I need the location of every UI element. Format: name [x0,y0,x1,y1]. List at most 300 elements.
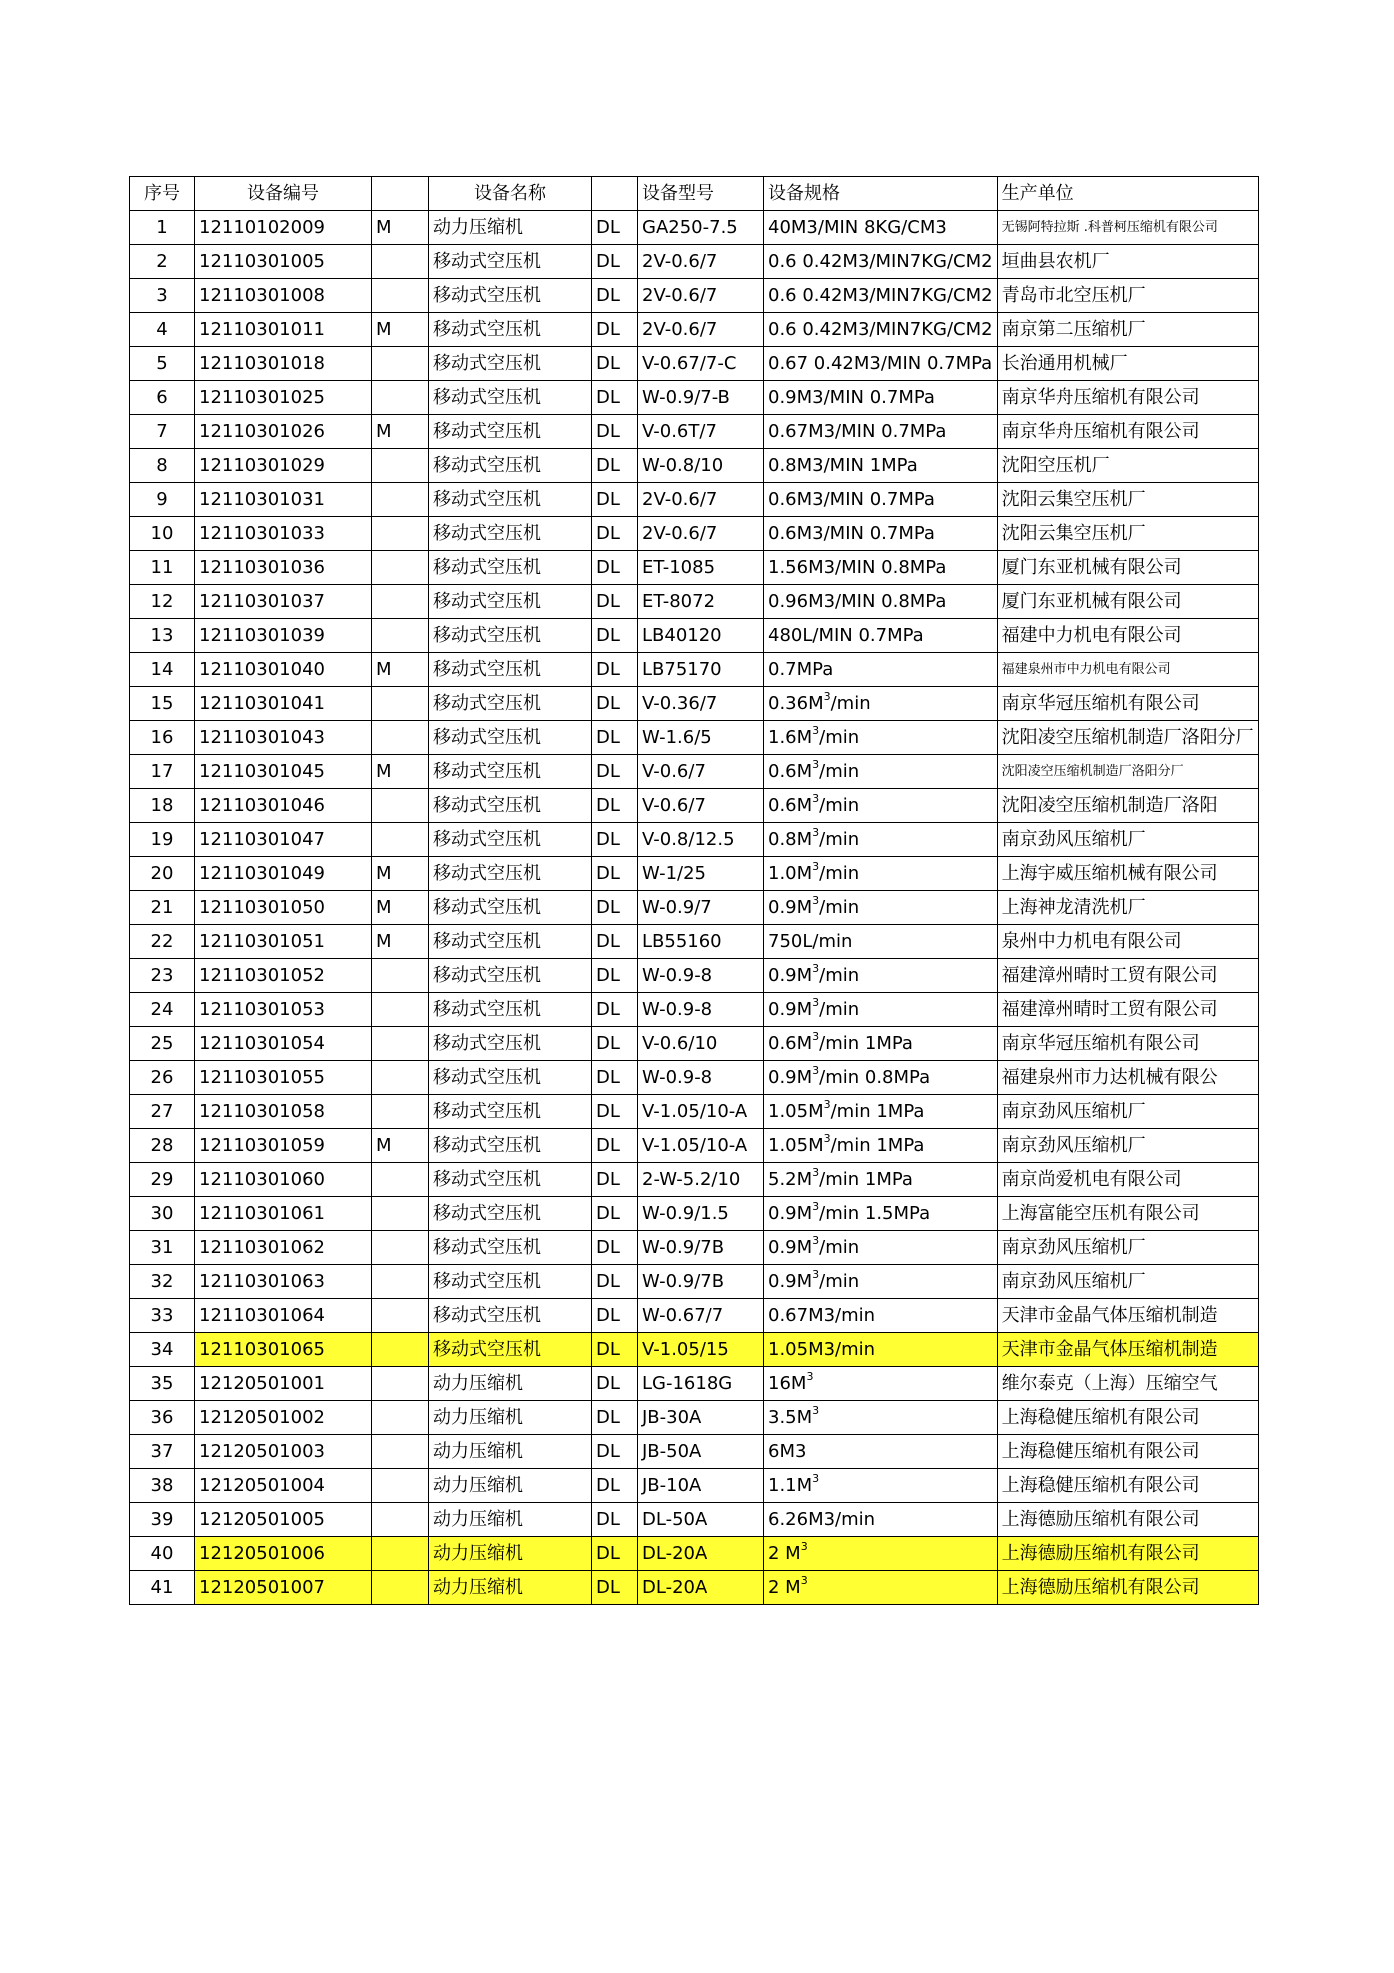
table-row [130,653,1259,687]
cell-spec: 0.6M3/MIN 0.7MPa [764,517,998,551]
spec-unit: /min 1MPa [830,1135,925,1156]
cell-code: 12110301060 [195,1163,372,1197]
cell-dl: DL [592,449,638,483]
cell-maker: 南京第二压缩机厂 [997,313,1258,347]
cell-name: 移动式空压机 [429,381,592,415]
table-row [130,1163,1259,1197]
spec-unit: /min [819,829,860,850]
cell-flag [372,1367,429,1401]
cell-name: 移动式空压机 [429,1197,592,1231]
cell-spec [764,1537,998,1571]
cell-maker: 沈阳云集空压机厂 [997,517,1258,551]
cell-model: V-0.6/7 [638,755,764,789]
cell-model: 2V-0.6/7 [638,313,764,347]
cell-code: 12110301064 [195,1299,372,1333]
cell-code: 12110102009 [195,211,372,245]
equipment-table [129,176,1259,1605]
cell-spec: 0.67M3/min [764,1299,998,1333]
cell-no: 18 [130,789,195,823]
cell-spec [764,857,998,891]
cell-flag [372,619,429,653]
cell-code: 12110301063 [195,1265,372,1299]
cell-no: 36 [130,1401,195,1435]
cell-model: W-0.9/1.5 [638,1197,764,1231]
cell-maker: 天津市金晶气体压缩机制造 [997,1299,1258,1333]
cell-spec [764,1469,998,1503]
cell-flag [372,1231,429,1265]
cell-maker: 沈阳凌空压缩机制造厂洛阳分厂 [997,755,1258,789]
table-row [130,1265,1259,1299]
cell-maker: 青岛市北空压机厂 [997,279,1258,313]
cell-model: 2-W-5.2/10 [638,1163,764,1197]
cell-dl: DL [592,1027,638,1061]
cell-no: 19 [130,823,195,857]
cell-code: 12110301005 [195,245,372,279]
cell-no: 12 [130,585,195,619]
spec-exponent: 3 [812,1166,820,1179]
cell-code: 12110301039 [195,619,372,653]
cell-spec: 0.67 0.42M3/MIN 0.7MPa [764,347,998,381]
cell-no: 16 [130,721,195,755]
spec-unit: /min [819,727,860,748]
cell-model: V-0.8/12.5 [638,823,764,857]
cell-model: W-0.9-8 [638,959,764,993]
spec-exponent: 3 [812,1030,820,1043]
spec-unit: /min 0.8MPa [819,1067,931,1088]
cell-model: V-0.6T/7 [638,415,764,449]
spec-value: 0.9M [768,897,813,918]
spec-exponent: 3 [812,996,820,1009]
cell-maker: 南京劲风压缩机厂 [997,1095,1258,1129]
cell-spec: 1.56M3/MIN 0.8MPa [764,551,998,585]
cell-dl: DL [592,1537,638,1571]
cell-model: W-0.67/7 [638,1299,764,1333]
cell-spec [764,823,998,857]
cell-flag [372,993,429,1027]
cell-maker: 南京劲风压缩机厂 [997,823,1258,857]
spec-exponent: 3 [823,690,831,703]
spec-exponent: 3 [812,1472,820,1485]
cell-dl: DL [592,857,638,891]
cell-name: 动力压缩机 [429,1571,592,1605]
cell-model: DL-20A [638,1537,764,1571]
spec-value: 3.5M [768,1407,813,1428]
cell-no: 40 [130,1537,195,1571]
cell-no: 22 [130,925,195,959]
cell-no: 25 [130,1027,195,1061]
spec-exponent: 3 [812,894,820,907]
table-row [130,313,1259,347]
table-row [130,1061,1259,1095]
spec-value: 0.9M [768,1067,813,1088]
cell-no: 21 [130,891,195,925]
cell-maker: 沈阳凌空压缩机制造厂洛阳 [997,789,1258,823]
cell-model: DL-50A [638,1503,764,1537]
cell-dl: DL [592,653,638,687]
cell-no: 2 [130,245,195,279]
cell-spec: 6.26M3/min [764,1503,998,1537]
spec-exponent: 3 [800,1574,808,1587]
cell-code: 12110301062 [195,1231,372,1265]
cell-flag [372,585,429,619]
table-row [130,789,1259,823]
cell-name: 移动式空压机 [429,1027,592,1061]
cell-dl: DL [592,1469,638,1503]
spec-unit: /min [819,897,860,918]
cell-name: 移动式空压机 [429,1163,592,1197]
cell-spec: 0.8M3/MIN 1MPa [764,449,998,483]
cell-dl: DL [592,347,638,381]
cell-name: 移动式空压机 [429,347,592,381]
spec-unit: /min [819,1271,860,1292]
cell-dl: DL [592,279,638,313]
spec-value: 1.05M [768,1135,824,1156]
cell-spec [764,1163,998,1197]
cell-spec: 0.96M3/MIN 0.8MPa [764,585,998,619]
cell-flag [372,721,429,755]
cell-maker: 厦门东亚机械有限公司 [997,551,1258,585]
cell-dl: DL [592,721,638,755]
cell-code: 12120501002 [195,1401,372,1435]
cell-spec [764,1265,998,1299]
cell-flag [372,279,429,313]
cell-model: LB55160 [638,925,764,959]
spec-exponent: 3 [812,860,820,873]
cell-code: 12110301041 [195,687,372,721]
cell-no: 37 [130,1435,195,1469]
cell-model: ET-1085 [638,551,764,585]
cell-maker: 天津市金晶气体压缩机制造 [997,1333,1258,1367]
cell-name: 移动式空压机 [429,1061,592,1095]
cell-flag [372,1027,429,1061]
cell-name: 动力压缩机 [429,1537,592,1571]
cell-spec: 0.6M3/MIN 0.7MPa [764,483,998,517]
cell-dl: DL [592,1571,638,1605]
cell-code: 12110301053 [195,993,372,1027]
cell-no: 32 [130,1265,195,1299]
cell-flag [372,1401,429,1435]
cell-maker: 上海宇威压缩机械有限公司 [997,857,1258,891]
table-row [130,245,1259,279]
cell-flag [372,687,429,721]
cell-dl: DL [592,313,638,347]
cell-no: 28 [130,1129,195,1163]
cell-model: W-0.9/7 [638,891,764,925]
cell-spec: 6M3 [764,1435,998,1469]
cell-name: 移动式空压机 [429,653,592,687]
cell-maker: 南京尚爱机电有限公司 [997,1163,1258,1197]
cell-spec [764,755,998,789]
cell-name: 移动式空压机 [429,1231,592,1265]
table-row [130,1231,1259,1265]
cell-spec: 0.6 0.42M3/MIN7KG/CM2 [764,313,998,347]
cell-maker: 上海稳健压缩机有限公司 [997,1401,1258,1435]
cell-model: 2V-0.6/7 [638,483,764,517]
cell-flag [372,551,429,585]
cell-code: 12110301037 [195,585,372,619]
cell-spec: 750L/min [764,925,998,959]
cell-maker: 厦门东亚机械有限公司 [997,585,1258,619]
cell-maker: 垣曲县农机厂 [997,245,1258,279]
table-row [130,415,1259,449]
cell-dl: DL [592,483,638,517]
cell-flag [372,1197,429,1231]
header-maker: 生产单位 [997,177,1258,211]
cell-spec: 1.05M3/min [764,1333,998,1367]
spec-value: 1.05M [768,1101,824,1122]
cell-no: 15 [130,687,195,721]
header-spec: 设备规格 [764,177,998,211]
cell-name: 移动式空压机 [429,279,592,313]
spec-exponent: 3 [812,1268,820,1281]
cell-dl: DL [592,1265,638,1299]
cell-dl: DL [592,891,638,925]
cell-code: 12120501003 [195,1435,372,1469]
cell-dl: DL [592,687,638,721]
table-row [130,1333,1259,1367]
header-name: 设备名称 [429,177,592,211]
spec-value: 16M [768,1373,807,1394]
cell-spec: 0.9M3/MIN 0.7MPa [764,381,998,415]
cell-dl: DL [592,1435,638,1469]
cell-flag: M [372,1129,429,1163]
cell-name: 移动式空压机 [429,925,592,959]
cell-spec: 0.67M3/MIN 0.7MPa [764,415,998,449]
cell-model: V-1.05/10-A [638,1095,764,1129]
cell-maker: 上海德励压缩机有限公司 [997,1503,1258,1537]
spec-exponent: 3 [812,1200,820,1213]
table-row [130,1571,1259,1605]
cell-name: 移动式空压机 [429,1095,592,1129]
cell-code: 12110301033 [195,517,372,551]
header-no: 序号 [130,177,195,211]
spec-exponent: 3 [812,962,820,975]
cell-flag [372,517,429,551]
cell-code: 12110301061 [195,1197,372,1231]
cell-model: W-0.8/10 [638,449,764,483]
cell-no: 38 [130,1469,195,1503]
cell-code: 12110301050 [195,891,372,925]
cell-maker: 泉州中力机电有限公司 [997,925,1258,959]
table-row [130,1537,1259,1571]
cell-name: 动力压缩机 [429,1401,592,1435]
table-row [130,449,1259,483]
cell-name: 移动式空压机 [429,721,592,755]
cell-code: 12110301045 [195,755,372,789]
cell-name: 移动式空压机 [429,415,592,449]
cell-flag [372,823,429,857]
cell-dl: DL [592,1061,638,1095]
cell-spec: 480L/MIN 0.7MPa [764,619,998,653]
cell-spec [764,1197,998,1231]
header-dl [592,177,638,211]
cell-no: 23 [130,959,195,993]
cell-model: LB75170 [638,653,764,687]
cell-model: V-1.05/15 [638,1333,764,1367]
cell-no: 17 [130,755,195,789]
cell-spec [764,789,998,823]
cell-flag [372,449,429,483]
cell-name: 动力压缩机 [429,211,592,245]
cell-spec: 0.7MPa [764,653,998,687]
table-row [130,551,1259,585]
cell-name: 移动式空压机 [429,483,592,517]
spec-value: 0.9M [768,965,813,986]
cell-name: 移动式空压机 [429,551,592,585]
cell-no: 29 [130,1163,195,1197]
table-row [130,755,1259,789]
cell-name: 移动式空压机 [429,313,592,347]
cell-dl: DL [592,585,638,619]
cell-dl: DL [592,925,638,959]
cell-no: 33 [130,1299,195,1333]
cell-dl: DL [592,823,638,857]
cell-name: 移动式空压机 [429,619,592,653]
cell-name: 移动式空压机 [429,959,592,993]
cell-name: 动力压缩机 [429,1435,592,1469]
cell-dl: DL [592,1367,638,1401]
cell-spec [764,1095,998,1129]
cell-no: 10 [130,517,195,551]
cell-flag [372,1095,429,1129]
cell-code: 12110301065 [195,1333,372,1367]
table-row [130,619,1259,653]
cell-maker: 南京劲风压缩机厂 [997,1231,1258,1265]
cell-flag [372,1163,429,1197]
spec-exponent: 3 [806,1370,814,1383]
cell-no: 24 [130,993,195,1027]
table-row [130,1435,1259,1469]
cell-spec [764,1231,998,1265]
cell-flag [372,1333,429,1367]
cell-model: V-1.05/10-A [638,1129,764,1163]
cell-dl: DL [592,959,638,993]
cell-name: 动力压缩机 [429,1367,592,1401]
cell-dl: DL [592,1129,638,1163]
cell-no: 3 [130,279,195,313]
cell-model: W-0.9/7-B [638,381,764,415]
cell-name: 动力压缩机 [429,1503,592,1537]
cell-no: 9 [130,483,195,517]
cell-model: JB-10A [638,1469,764,1503]
cell-name: 移动式空压机 [429,891,592,925]
spec-exponent: 3 [812,758,820,771]
spec-unit: /min 1MPa [819,1169,913,1190]
cell-dl: DL [592,245,638,279]
cell-code: 12110301055 [195,1061,372,1095]
cell-flag [372,1265,429,1299]
spec-exponent: 3 [812,1064,820,1077]
table-row [130,279,1259,313]
spec-unit: /min [819,965,860,986]
cell-no: 6 [130,381,195,415]
cell-spec: 40M3/MIN 8KG/CM3 [764,211,998,245]
spec-value: 0.8M [768,829,813,850]
table-row [130,823,1259,857]
table-row [130,925,1259,959]
cell-flag [372,1469,429,1503]
cell-name: 移动式空压机 [429,517,592,551]
spec-exponent: 3 [823,1098,831,1111]
cell-maker: 无锡阿特拉斯 .科普柯压缩机有限公司 [997,211,1258,245]
cell-code: 12110301018 [195,347,372,381]
spec-unit: /min [830,693,871,714]
cell-no: 13 [130,619,195,653]
spec-exponent: 3 [823,1132,831,1145]
cell-maker: 南京华舟压缩机有限公司 [997,415,1258,449]
cell-flag: M [372,653,429,687]
table-row [130,381,1259,415]
cell-code: 12110301029 [195,449,372,483]
cell-flag [372,1299,429,1333]
cell-maker: 沈阳凌空压缩机制造厂洛阳分厂 [997,721,1258,755]
cell-name: 移动式空压机 [429,245,592,279]
cell-no: 4 [130,313,195,347]
cell-no: 35 [130,1367,195,1401]
cell-name: 动力压缩机 [429,1469,592,1503]
cell-flag: M [372,925,429,959]
spec-unit: /min 1MPa [819,1033,913,1054]
table-row [130,1197,1259,1231]
cell-maker: 南京劲风压缩机厂 [997,1129,1258,1163]
cell-model: 2V-0.6/7 [638,517,764,551]
cell-no: 30 [130,1197,195,1231]
cell-maker: 沈阳空压机厂 [997,449,1258,483]
cell-dl: DL [592,381,638,415]
cell-model: 2V-0.6/7 [638,245,764,279]
cell-code: 12110301059 [195,1129,372,1163]
cell-flag [372,1571,429,1605]
table-row [130,1469,1259,1503]
spec-value: 0.6M [768,1033,813,1054]
cell-dl: DL [592,1231,638,1265]
table-row [130,1299,1259,1333]
cell-no: 20 [130,857,195,891]
cell-no: 1 [130,211,195,245]
cell-no: 7 [130,415,195,449]
cell-no: 8 [130,449,195,483]
cell-code: 12110301036 [195,551,372,585]
table-row [130,891,1259,925]
cell-maker: 上海稳健压缩机有限公司 [997,1435,1258,1469]
cell-name: 移动式空压机 [429,449,592,483]
cell-maker: 福建漳州晴时工贸有限公司 [997,993,1258,1027]
cell-code: 12110301008 [195,279,372,313]
cell-flag: M [372,891,429,925]
cell-dl: DL [592,1299,638,1333]
cell-model: V-0.67/7-C [638,347,764,381]
cell-dl: DL [592,1197,638,1231]
cell-maker: 福建泉州市中力机电有限公司 [997,653,1258,687]
spec-unit: /min [819,999,860,1020]
cell-dl: DL [592,755,638,789]
cell-no: 41 [130,1571,195,1605]
cell-name: 移动式空压机 [429,1299,592,1333]
spec-exponent: 3 [800,1540,808,1553]
spec-value: 0.36M [768,693,824,714]
spec-unit: /min [819,795,860,816]
table-row [130,687,1259,721]
table-row [130,1367,1259,1401]
cell-code: 12120501001 [195,1367,372,1401]
cell-name: 移动式空压机 [429,1129,592,1163]
table-row [130,347,1259,381]
cell-dl: DL [592,1401,638,1435]
cell-model: V-0.6/10 [638,1027,764,1061]
cell-code: 12110301031 [195,483,372,517]
cell-maker: 南京华冠压缩机有限公司 [997,1027,1258,1061]
cell-flag [372,1537,429,1571]
